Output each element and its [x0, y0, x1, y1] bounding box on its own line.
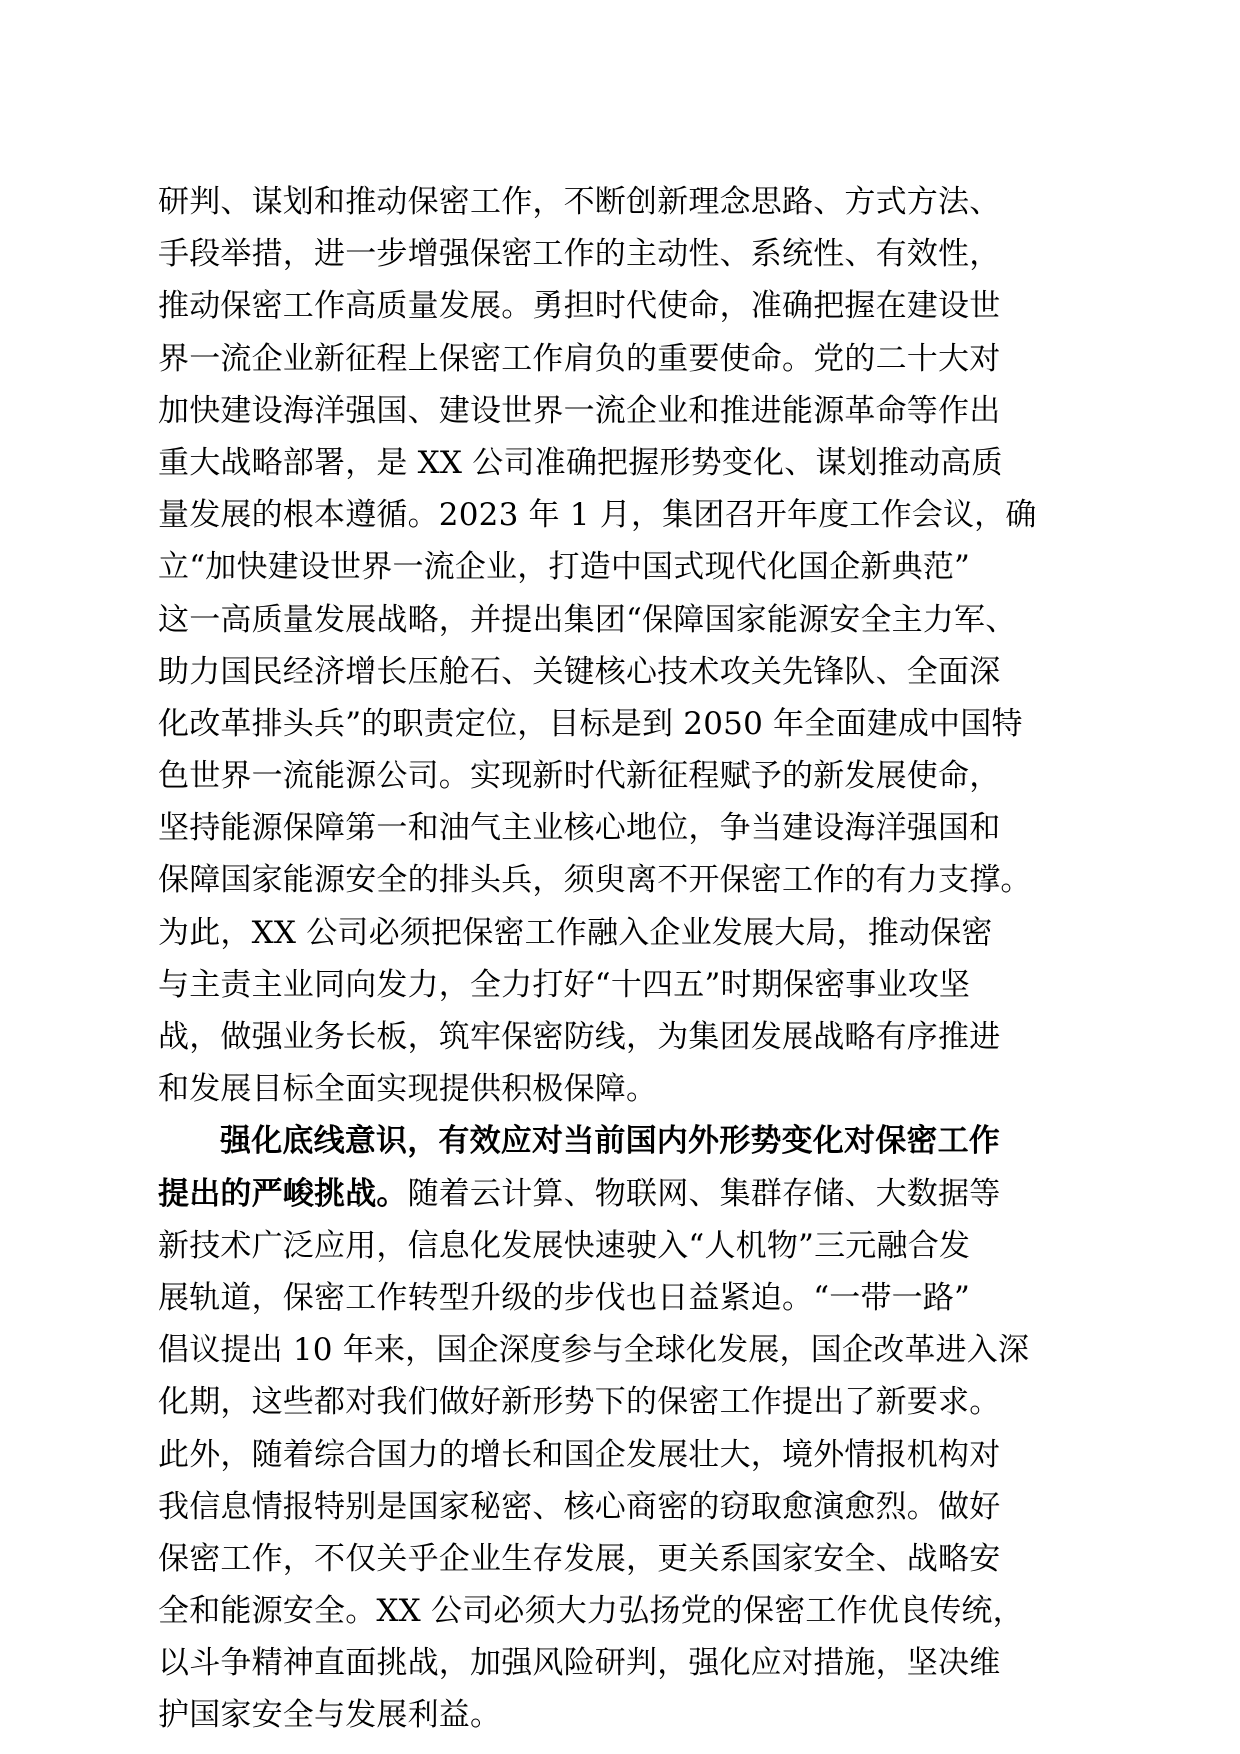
paragraph-1-line: 坚持能源保障第一和油气主业核心地位，争当建设海洋强国和 [158, 810, 1001, 847]
paragraph-2-line: 我信息情报特别是国家秘密、核心商密的窃取愈演愈烈。做好 [158, 1488, 1001, 1525]
paragraph-2-line: 全和能源安全。XX 公司必须大力弘扬党的保密工作优良传统， [158, 1593, 1024, 1630]
paragraph-1-line: 和发展目标全面实现提供积极保障。 [158, 1071, 658, 1108]
paragraph-1-line: 量发展的根本遵循。2023 年 1 月，集团召开年度工作会议，确 [158, 497, 1037, 534]
paragraph-1-line: 化改革排头兵”的职责定位，目标是到 2050 年全面建成中国特 [158, 705, 1023, 742]
paragraph-2-line: 此外，随着综合国力的增长和国企发展壮大，境外情报机构对 [158, 1436, 1001, 1473]
paragraph-2-line: 护国家安全与发展利益。 [158, 1697, 502, 1734]
paragraph-2-line [158, 1168, 1088, 1220]
paragraph-1-line: 助力国民经济增长压舱石、关键核心技术攻关先锋队、全面深 [158, 653, 1001, 690]
paragraph-2-line: 倡议提出 10 年来，国企深度参与全球化发展，国企改革进入深 [158, 1332, 1030, 1369]
paragraph-1-line: 重大战略部署，是 XX 公司准确把握形势变化、谋划推动高质 [158, 444, 1003, 481]
paragraph-1-line: 保障国家能源安全的排头兵，须臾离不开保密工作的有力支撑。 [158, 862, 1032, 899]
paragraph-1 [158, 176, 1088, 1115]
paragraph-1-line: 色世界一流能源公司。实现新时代新征程赋予的新发展使命， [158, 758, 1001, 795]
paragraph-1-line: 界一流企业新征程上保密工作肩负的重要使命。党的二十大对 [158, 340, 1001, 377]
section-heading-end: 提出的严峻挑战。 [158, 1175, 408, 1212]
paragraph-1-line: 加快建设海洋强国、建设世界一流企业和推进能源革命等作出 [158, 392, 1001, 429]
paragraph-1-line: 手段举措，进一步增强保密工作的主动性、系统性、有效性， [158, 236, 1001, 273]
paragraph-2-line: 新技术广泛应用，信息化发展快速驶入“人机物”三元融合发 [158, 1227, 971, 1264]
paragraph-1-line: 这一高质量发展战略，并提出集团“保障国家能源安全主力军、 [158, 601, 1017, 638]
paragraph-1-line: 战，做强业务长板，筑牢保密防线，为集团发展战略有序推进 [158, 1019, 1001, 1055]
document-body [158, 176, 1088, 1742]
paragraph-2-line: 化期，这些都对我们做好新形势下的保密工作提出了新要求。 [158, 1384, 1001, 1421]
paragraph-2-line: 保密工作，不仅关乎企业生存发展，更关系国家安全、战略安 [158, 1540, 1001, 1577]
paragraph-2-line: 以斗争精神直面挑战，加强风险研判，强化应对措施，坚决维 [158, 1645, 1001, 1682]
section-heading: 强化底线意识，有效应对当前国内外形势变化对保密工作 [220, 1123, 1000, 1160]
paragraph-1-line: 与主责主业同向发力，全力打好“十四五”时期保密事业攻坚 [158, 966, 971, 1003]
paragraph-2-line: 展轨道，保密工作转型升级的步伐也日益紧迫。“一带一路” [158, 1279, 971, 1316]
paragraph-2-line-text: 随着云计算、物联网、集群存储、大数据等 [407, 1175, 1001, 1212]
paragraph-1-line: 立“加快建设世界一流企业，打造中国式现代化国企新典范” [158, 549, 971, 586]
paragraph-1-line: 为此，XX 公司必须把保密工作融入企业发展大局，推动保密 [158, 914, 993, 951]
paragraph-1-line: 研判、谋划和推动保密工作，不断创新理念思路、方式方法、 [158, 184, 1001, 220]
paragraph-2 [158, 1115, 1088, 1741]
paragraph-1-line: 推动保密工作高质量发展。勇担时代使命，准确把握在建设世 [158, 288, 1001, 325]
